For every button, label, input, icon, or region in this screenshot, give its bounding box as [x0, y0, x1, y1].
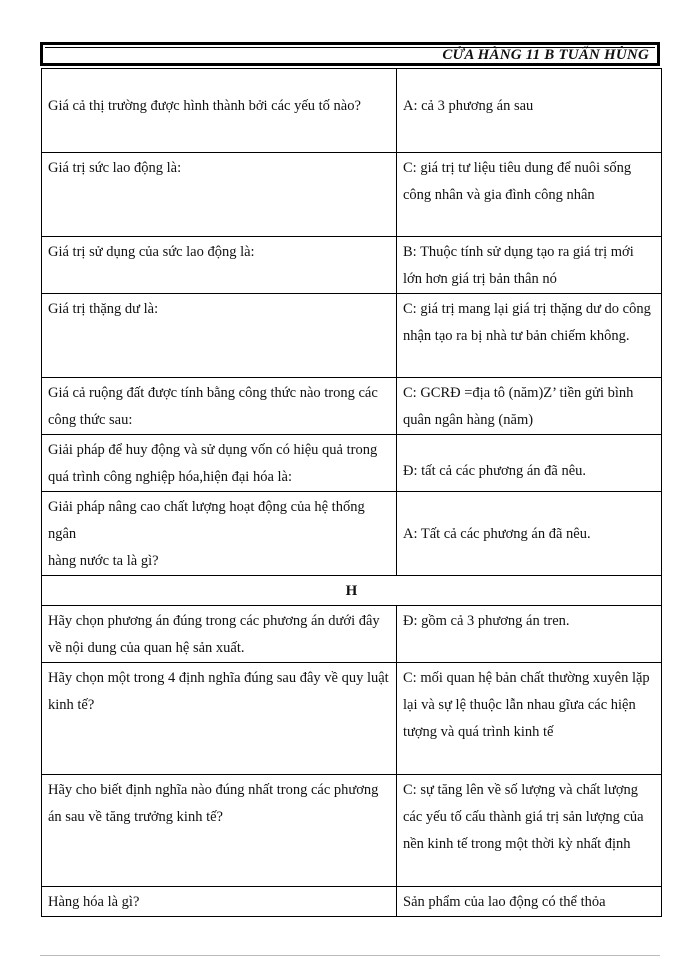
- answer-cell: C: giá trị mang lại giá trị thặng dư do công nhận tạo ra bị nhà tư bản chiếm không.: [397, 294, 662, 378]
- table-row: [42, 492, 662, 576]
- answer-cell: A: cả 3 phương án sau: [397, 69, 662, 153]
- question-cell: Giá cả ruộng đất được tính bằng công thức nào trong các công thức sau:: [42, 378, 397, 435]
- question-cell: Hàng hóa là gì?: [42, 887, 397, 917]
- question-cell: Giá trị thặng dư là:: [42, 294, 397, 378]
- table-row: [42, 606, 662, 663]
- table-row: [42, 153, 662, 237]
- question-cell: Hãy chọn một trong 4 định nghĩa đúng sau đây về quy luật kinh tế?: [42, 663, 397, 775]
- answer-cell: C: mối quan hệ bản chất thường xuyên lặp lại và sự lệ thuộc lẫn nhau gĩưa các hiện tượng và quá trình kinh tế: [397, 663, 662, 775]
- answer-cell: A: Tất cả các phương án đã nêu.: [397, 492, 662, 576]
- question-cell: Giải pháp để huy động và sử dụng vốn có hiệu quả trong quá trình công nghiệp hóa,hiện đại hóa là:: [42, 435, 397, 492]
- question-cell: Giá cả thị trường được hình thành bởi các yếu tố nào?: [42, 69, 397, 153]
- table-row: [42, 69, 662, 153]
- header-bar: [40, 42, 660, 66]
- answer-cell: Đ: gồm cả 3 phương án tren.: [397, 606, 662, 663]
- table-row: [42, 237, 662, 294]
- answer-cell: C: sự tăng lên về số lượng và chất lượng các yếu tố cấu thành giá trị sản lượng của nền kinh tế trong một thời kỳ nhất định: [397, 775, 662, 887]
- answer-cell: C: giá trị tư liệu tiêu dung để nuôi sống công nhân và gia đình công nhân: [397, 153, 662, 237]
- question-cell: Hãy chọn phương án đúng trong các phương án dưới đây về nội dung của quan hệ sản xuất.: [42, 606, 397, 663]
- question-cell: Giá trị sử dụng của sức lao động là:: [42, 237, 397, 294]
- table-row: [42, 887, 662, 917]
- section-row: [42, 576, 662, 606]
- table-row: [42, 775, 662, 887]
- page-bottom-rule: [40, 955, 660, 956]
- table-row: [42, 663, 662, 775]
- qa-table: [41, 68, 662, 917]
- table-row: [42, 378, 662, 435]
- question-cell: Hãy cho biết định nghĩa nào đúng nhất trong các phương án sau về tăng trưởng kinh tế?: [42, 775, 397, 887]
- question-cell: Giá trị sức lao động là:: [42, 153, 397, 237]
- answer-cell: B: Thuộc tính sử dụng tạo ra giá trị mới lớn hơn giá trị bản thân nó: [397, 237, 662, 294]
- header-title: CỬA HÀNG 11 B TUẤN HÙNG: [442, 47, 649, 63]
- question-cell: [42, 492, 397, 576]
- answer-cell: Sản phẩm của lao động có thể thỏa: [397, 887, 662, 917]
- question-line: hàng nước ta là gì?: [48, 553, 159, 569]
- question-line: Giải pháp nâng cao chất lượng hoạt động của hệ thống ngân: [48, 499, 365, 542]
- section-heading: H: [42, 576, 662, 606]
- table-row: [42, 435, 662, 492]
- answer-cell: C: GCRĐ =địa tô (năm)Z’ tiền gửi bình quân ngân hàng (năm): [397, 378, 662, 435]
- table-row: [42, 294, 662, 378]
- answer-cell: Đ: tất cả các phương án đã nêu.: [397, 435, 662, 492]
